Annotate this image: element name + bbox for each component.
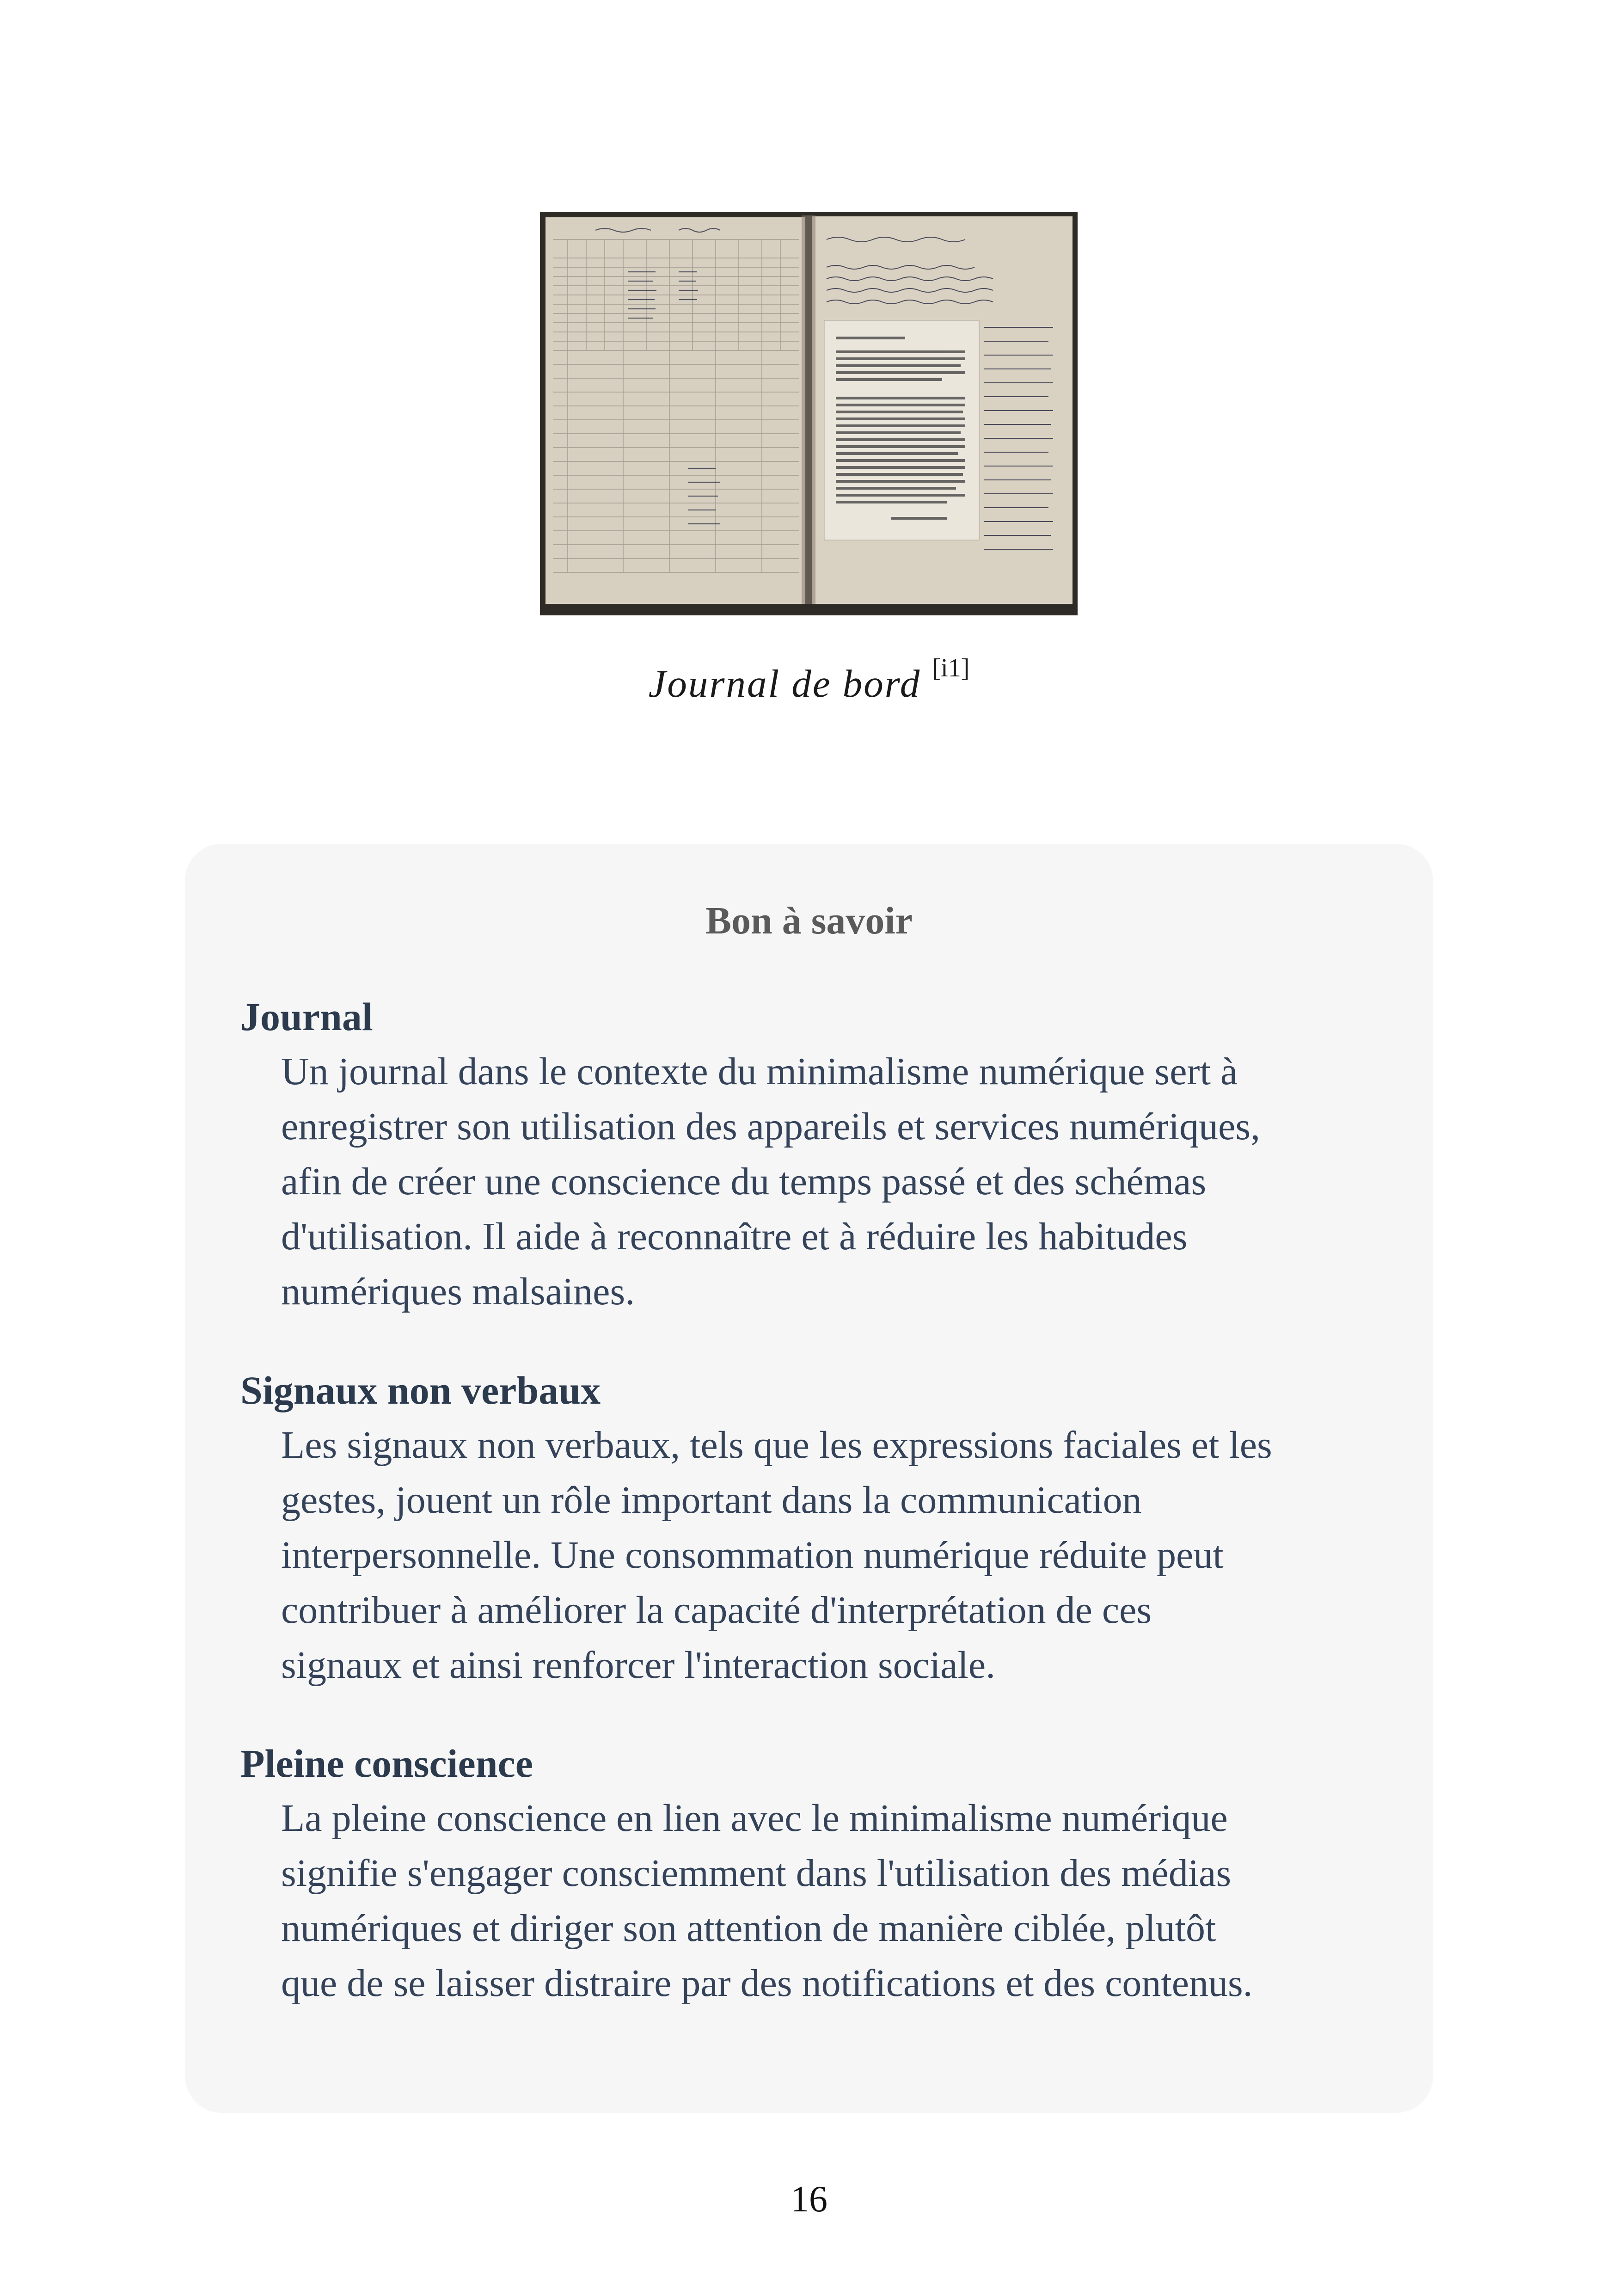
entry-term: Signaux non verbaux — [240, 1368, 601, 1412]
entry-term: Pleine conscience — [240, 1741, 533, 1786]
entry-definition — [240, 1044, 1387, 1319]
entry-journal — [240, 989, 1387, 1319]
definition-line: La pleine conscience en lien avec le minimalisme numérique — [281, 1797, 1228, 1840]
definition-line: signaux et ainsi renforcer l'interaction sociale. — [281, 1644, 996, 1687]
definition-line: numériques malsaines. — [281, 1270, 635, 1313]
definition-line: signifie s'engager consciemment dans l'utilisation des médias — [281, 1852, 1232, 1895]
definition-line: Un journal dans le contexte du minimalisme numérique sert à — [281, 1050, 1238, 1093]
definition-line: que de se laisser distraire par des notifications et des contenus. — [281, 1962, 1253, 2005]
page-number: 16 — [791, 2179, 827, 2220]
definition-line: Les signaux non verbaux, tels que les expressions faciales et les — [281, 1424, 1272, 1467]
definition-line: gestes, jouent un rôle important dans la communication — [281, 1479, 1142, 1522]
entry-pleine-conscience — [240, 1736, 1387, 2011]
definition-line: d'utilisation. Il aide à reconnaître et à réduire les habitudes — [281, 1215, 1188, 1258]
caption-reference: [i1] — [932, 654, 970, 682]
entry-term: Journal — [240, 995, 373, 1039]
info-box-title: Bon à savoir — [705, 899, 913, 942]
entry-definition — [240, 1418, 1387, 1693]
caption-text: Journal de bord — [648, 662, 921, 706]
logbook-illustration — [540, 212, 1078, 615]
entry-signaux-non-verbaux — [240, 1363, 1387, 1693]
definition-line: contribuer à améliorer la capacité d'interprétation de ces — [281, 1589, 1152, 1632]
entry-definition — [240, 1791, 1387, 2011]
definition-line: enregistrer son utilisation des appareils et services numériques, — [281, 1105, 1261, 1148]
definition-line: afin de créer une conscience du temps passé et des schémas — [281, 1160, 1207, 1203]
definition-line: interpersonnelle. Une consommation numérique réduite peut — [281, 1534, 1224, 1577]
figure-caption — [0, 654, 1618, 706]
info-box — [185, 844, 1433, 2113]
definition-line: numériques et diriger son attention de manière ciblée, plutôt — [281, 1907, 1216, 1950]
logbook-photo — [540, 212, 1078, 615]
